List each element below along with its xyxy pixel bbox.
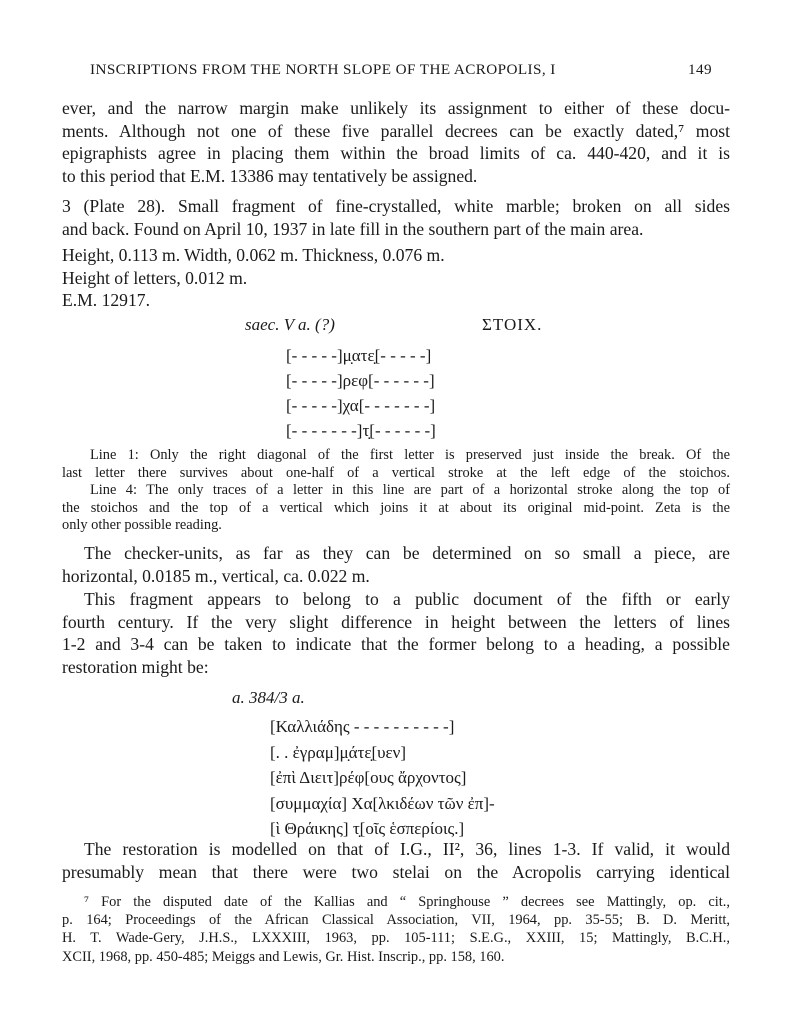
fragment-measurements [62, 244, 445, 312]
inscription-line: [- - - - -]ρεφ[- - - - - -] [286, 371, 435, 390]
inscription-text [286, 343, 436, 443]
critical-notes [62, 447, 730, 535]
paragraph-restoration-model [62, 838, 730, 883]
restoration-line: [ἐπὶ Διειτ]ρέφ[ους ἄρχοντος] [270, 768, 467, 787]
text-line: restoration might be: [62, 656, 209, 677]
stoichedon-label: ΣΤΟΙΧ. [482, 315, 543, 334]
note-line: Line 4: The only traces of a letter in this line are part of a horizontal stroke along the top of [90, 482, 730, 499]
text-line: to this period that E.M. 13386 may tentatively be assigned. [62, 165, 478, 186]
text-line: 1-2 and 3-4 can be taken to indicate that the former belong to a heading, a possible [62, 634, 730, 654]
footnote-7 [62, 893, 730, 966]
note-line: only other possible reading. [62, 517, 222, 534]
footnote-line: ⁷ For the disputed date of the Kallias and “ Springhouse ” decrees see Mattingly, op. cit., [84, 894, 730, 910]
inscription-line: [- - - - -]χα[- - - - - - -] [286, 396, 436, 415]
text-line: ments. Although not one of these five parallel decrees can be exactly dated,⁷ most [62, 120, 730, 141]
text-line: epigraphists agree in placing them within the broad limits of ca. 440-420, and it is [62, 143, 730, 163]
restoration-line: [Καλλιάδης - - - - - - - - - -] [270, 717, 455, 736]
text-line: ever, and the narrow margin make unlikely its assignment to either of these docu- [62, 98, 730, 118]
restoration-date: a. 384/3 a. [232, 688, 305, 707]
running-header [90, 61, 710, 79]
inscription-line: [- - - - -]μ̣ατε̣[- - - - -] [286, 346, 432, 365]
text-line: presumably mean that there were two stelai on the Acropolis carrying identical [62, 861, 730, 882]
text-line: 3 (Plate 28). Small fragment of fine-crystalled, white marble; broken on all sides [62, 196, 730, 216]
paragraph-restoration-intro [62, 588, 730, 678]
footnote-line: H. T. Wade-Gery, J.H.S., LXXXIII, 1963, pp. 105-111; S.E.G., XXIII, 15; Mattingly, B.C.H., [62, 930, 730, 947]
footnote-line: p. 164; Proceedings of the African Classical Association, VII, 1964, pp. 35-55; B. D. Meritt, [62, 912, 730, 929]
text-line: fourth century. If the very slight difference in height between the letters of lines [62, 611, 730, 632]
inventory-number: E.M. 12917. [62, 290, 150, 310]
note-line: the stoichos and the top of a vertical which joins it at about its original mid-point. Zeta is the [62, 499, 730, 516]
restoration-line: [. . ἐγραμ]μ̣άτε̣[υεν] [270, 742, 407, 762]
note-line: Line 1: Only the right diagonal of the first letter is preserved just inside the break. Of the [90, 447, 730, 463]
text-line: The checker-units, as far as they can be determined on so small a piece, are [84, 543, 730, 563]
running-title: INSCRIPTIONS FROM THE NORTH SLOPE OF THE ACROPOLIS, I [90, 61, 556, 78]
footnote-line: XCII, 1968, pp. 450-485; Meiggs and Lewis, Gr. Hist. Inscrip., pp. 158, 160. [62, 948, 505, 965]
letter-height-line: Height of letters, 0.012 m. [62, 267, 248, 288]
text-line: The restoration is modelled on that of I.G., II², 36, lines 1-3. If valid, it would [84, 839, 730, 859]
page-number: 149 [688, 61, 712, 78]
inscription-line: [- - - - - - -]τ̣[- - - - - -] [286, 421, 436, 440]
restoration-text [270, 714, 495, 842]
paragraph-checker-units [62, 542, 730, 587]
text-line: and back. Found on April 10, 1937 in late fill in the southern part of the main area. [62, 218, 644, 239]
paragraph-entry-3 [62, 195, 730, 240]
note-line: last letter there survives about one-half of a vertical stroke at the left edge of the stoichos. [62, 464, 730, 481]
paragraph-1 [62, 97, 730, 187]
dimensions-line: Height, 0.113 m. Width, 0.062 m. Thickness, 0.076 m. [62, 245, 445, 265]
restoration-line: [ὶ Θράικης] τ̣[οῖς ἑσπερίοις.] [270, 819, 465, 838]
text-date: saec. V a. (?) [245, 315, 335, 334]
restoration-line: [συμμαχία] Χα[λκιδέων τῶν ἐπ]- [270, 793, 495, 813]
text-line: This fragment appears to belong to a public document of the fifth or early [84, 589, 730, 609]
text-line: horizontal, 0.0185 m., vertical, ca. 0.022 m. [62, 565, 370, 586]
